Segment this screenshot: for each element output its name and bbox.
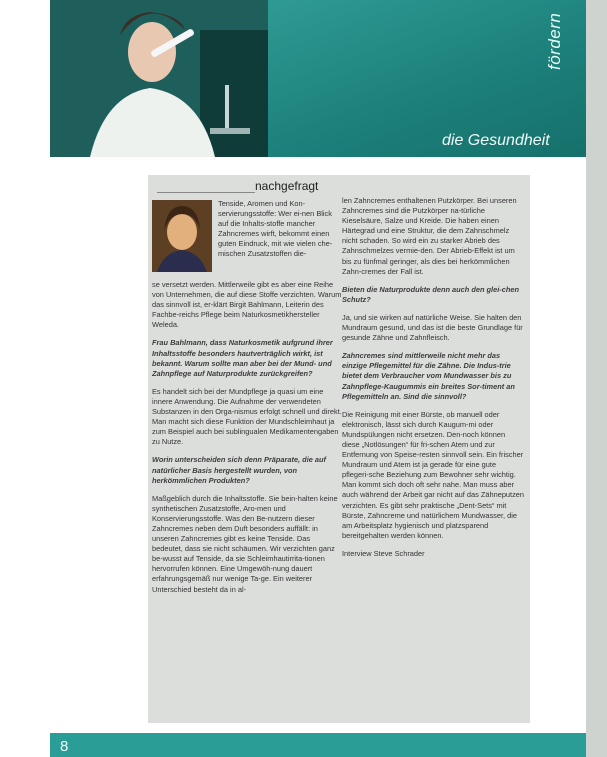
interview-question: Frau Bahlmann, dass Naturkosmetik aufgrund ihrer Inhaltsstoffe besonders hautverträglich wirkt, ist bekannt. Warum sollte man aber bei der Mund- und Zahnpflege auf Naturprodukte zurückgreifen? xyxy=(152,338,333,378)
interview-answer: Es handelt sich bei der Mundpflege ja quasi um eine innere Anwendung. Die Aufnahme der verwendeten Substanzen in den Orga-nismus erfolgt schnell und direkt. Man macht sich diese Funktion der Mundschleimhaut ja zum Beispiel auch bei sublingualen Medikamentengaben zu Nutze. xyxy=(152,386,342,447)
right-margin-bar xyxy=(586,0,607,757)
intro-text: Tenside, Aromen und Kon-servierungsstoffe: Wer ei-nen Blick auf die Inhalts-stoffe mancher Zahncremes wirft, bekommt einen guten Eindruck, mit wie vielen che-mischen Zusatzstoffen die- xyxy=(218,199,333,259)
interview-answer: Maßgeblich durch die Inhaltsstoffe. Sie bein-halten keine synthetischen Zusatzstoffe, Aro-men und Konservierungsstoffe. Was den Be-nutzern dieser Zahncremes neben dem Duft besonders auffällt: in unseren Zahncremes gibt es keine Tenside. Das bedeutet, dass sie nicht schäumen. Wir verzichten ganz be-wusst auf Tenside, da sie Schleimhautirrita-tionen hervorrufen können. Eine Umgewöh-nung dauert erfahrungsgemäß nur wenige Ta-ge. Ein weiterer Unterschied besteht da in al- xyxy=(152,493,338,594)
left-margin xyxy=(0,0,50,757)
interview-credit: Interview Steve Schrader xyxy=(342,548,425,558)
section-label-vertical: fördern xyxy=(545,12,564,70)
heading-rule xyxy=(157,192,255,193)
interview-answer: Die Reinigung mit einer Bürste, ob manuell oder elektronisch, lässt sich durch Kaugum-mi oder Mundspülungen nicht ersetzen. Den-noch können diese „Notlösungen“ für fri-schen Atem und zur Entfernung von Speise-resten sinnvoll sein. Ein frischer Mundraum und Atem ist ja gerade für eine gute pflegeri-sche Beziehung zum Bewohner sehr wichtig. Man kommt sich doch oft sehr nahe. Man muss aber auch während der Arbeit gar nicht auf das Zähneputzen verzichten. Es gibt sehr praktische „Dent-Sets“ mit Bürste, Zahncreme und natürlichem Mundwasser, die am Arbeitsplatz hygienisch und platzsparend bereitgehalten werden können. xyxy=(342,409,525,540)
article-column-1-intro xyxy=(218,199,342,268)
interview-answer-continued: len Zahncremes enthaltenen Putzkörper. Bei unseren Zahncremes sind die Putzkörper na-türliche Kieselsäure, Salze und Kreide. Die haben einen Härtegrad und eine Struktur, die dem Zahnschmelz nicht schaden. So wird ein zu starker Abrieb des Zahnschmelzes vermie-den. Der Abrieb-Effekt ist um bis zu fünfmal geringer, als dies bei herkömmlichen Zahn-cremes der Fall ist. xyxy=(342,196,517,276)
article-column-2 xyxy=(342,196,524,567)
woman-brushing-teeth-image xyxy=(50,0,268,157)
intro-text-continued: se versetzt werden. Mittlerweile gibt es aber eine Reihe von Unternehmen, die auf diese Stoffe verzichten. Warum das sinnvoll ist, er-klärt Birgit Bahlmann, Leiterin des Fachbe-reichs Pflege beim Naturkosmetikhersteller Weleda. xyxy=(152,280,342,330)
interviewee-portrait xyxy=(152,200,212,272)
interview-question: Worin unterscheiden sich denn Präparate, die auf natürlicher Basis hergestellt wurden, von herkömmlichen Produkten? xyxy=(152,455,326,485)
interview-question: Zahncremes sind mittlerweile nicht mehr das einzige Pflegemittel für die Zähne. Die Indus-trie bietet dem Verbraucher vom Mundwasser bis zu Zahnpflege-Kaugummis ein breites Sor-timent an Pflegemitteln an. Sind die sinnvoll? xyxy=(342,351,515,401)
article-heading: nachgefragt xyxy=(255,179,319,193)
article-column-1 xyxy=(152,280,342,603)
header-photo xyxy=(50,0,268,157)
section-title: die Gesundheit xyxy=(442,132,550,149)
page-number: 8 xyxy=(60,738,69,755)
interview-answer: Ja, und sie wirken auf natürliche Weise. Sie halten den Mundraum gesund, und das ist die beste Grundlage für gesunde Zähne und Zahnfleisch. xyxy=(342,312,523,343)
footer-bar xyxy=(50,733,586,757)
interview-question: Bieten die Naturprodukte denn auch den glei-chen Schutz? xyxy=(342,284,519,304)
